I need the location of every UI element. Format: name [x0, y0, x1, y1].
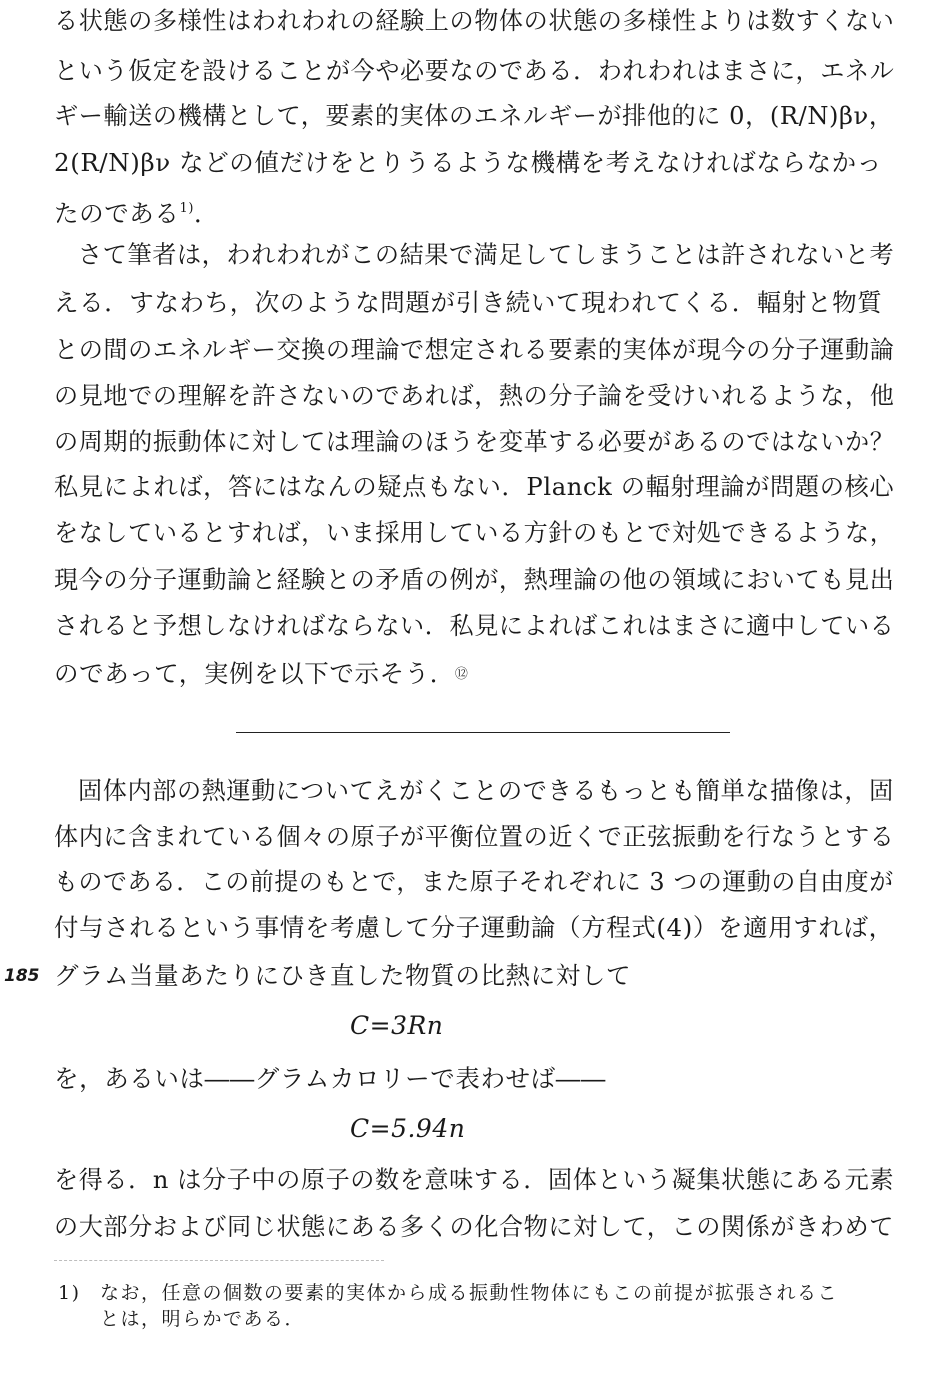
paragraph1-line3: ギー輸送の機構として，要素的実体のエネルギーが排他的に 0，(R/N)βν，: [54, 101, 894, 130]
between-equations-text: を，あるいは――グラムカロリーで表わせば――: [54, 1064, 606, 1093]
paragraph2-line2: える．すなわち，次のような問題が引き続いて現われてくる．輻射と物質: [54, 288, 883, 317]
paragraph3-line3: ものである．この前提のもとで，また原子それぞれに 3 つの運動の自由度が: [54, 867, 894, 896]
editor-note-marker: ⑫: [454, 667, 469, 682]
footnote-mark: 1): [58, 1282, 81, 1304]
paragraph3-line2: 体内に含まれている個々の原子が平衡位置の近くで正弦振動を行なうとする: [54, 822, 895, 851]
section-divider: [236, 732, 730, 733]
paragraph2-line1: さて筆者は，われわれがこの結果で満足してしまうことは許されないと考: [78, 240, 895, 269]
footnote-line2: とは，明らかである．: [100, 1308, 306, 1330]
paragraph1-line1: る状態の多様性はわれわれの経験上の物体の状態の多様性よりは数すくない: [54, 6, 895, 35]
paragraph2-line6: 私見によれば，答にはなんの疑点もない．Planck の輻射理論が問題の核心: [54, 472, 895, 501]
paragraph1-line4: 2(R/N)βν などの値だけをとりうるような機構を考えなければならなかっ: [54, 148, 882, 177]
paragraph1-line5-end: ．: [194, 199, 220, 228]
paragraph4-line1: を得る．n は分子中の原子の数を意味する．固体という凝集状態にある元素: [54, 1165, 895, 1194]
paragraph2-line10: [54, 659, 468, 690]
paragraph3-line1: 固体内部の熱運動についてえがくことのできるもっとも簡単な描像は，固: [78, 776, 894, 805]
paragraph2-line7: をなしているとすれば，いま採用している方針のもとで対処できるような，: [54, 518, 895, 547]
paragraph4-line2: の大部分および同じ状態にある多くの化合物に対して，この関係がきわめて: [54, 1212, 894, 1241]
paragraph2-line4: の見地での理解を許さないのであれば，熱の分子論を受けいれるような，他: [54, 381, 895, 410]
equation-2: C=5.94n: [350, 1114, 466, 1143]
paragraph2-line10-text: のであって，実例を以下で示そう．: [54, 659, 455, 688]
paragraph2-line9: されると予想しなければならない．私見によればこれはまさに適中している: [54, 611, 895, 640]
footnote-ref-1: 1): [179, 201, 195, 216]
footnote-divider: [54, 1260, 384, 1261]
equation-1: C=3Rn: [350, 1011, 444, 1040]
paragraph2-line5: の周期的振動体に対しては理論のほうを変革する必要があるのではないか？: [54, 427, 895, 456]
paragraph1-line2: という仮定を設けることが今や必要なのである．われわれはまさに，エネル: [54, 56, 895, 85]
paragraph3-line5: グラム当量あたりにひき直した物質の比熱に対して: [54, 961, 632, 990]
paragraph2-line3: との間のエネルギー交換の理論で想定される要素的実体が現今の分子運動論: [54, 335, 895, 364]
paragraph1-line5-text: たのである: [54, 199, 180, 228]
margin-page-number: 185: [4, 966, 40, 986]
footnote-line1: なお，任意の個数の要素的実体から成る振動性物体にもこの前提が拡張されるこ: [100, 1282, 839, 1304]
paragraph3-line4: 付与されるという事情を考慮して分子運動論（方程式(4)）を適用すれば，: [54, 913, 894, 942]
paragraph2-line8: 現今の分子運動論と経験との矛盾の例が，熱理論の他の領域においても見出: [54, 565, 895, 594]
paragraph1-line5: [54, 194, 219, 229]
